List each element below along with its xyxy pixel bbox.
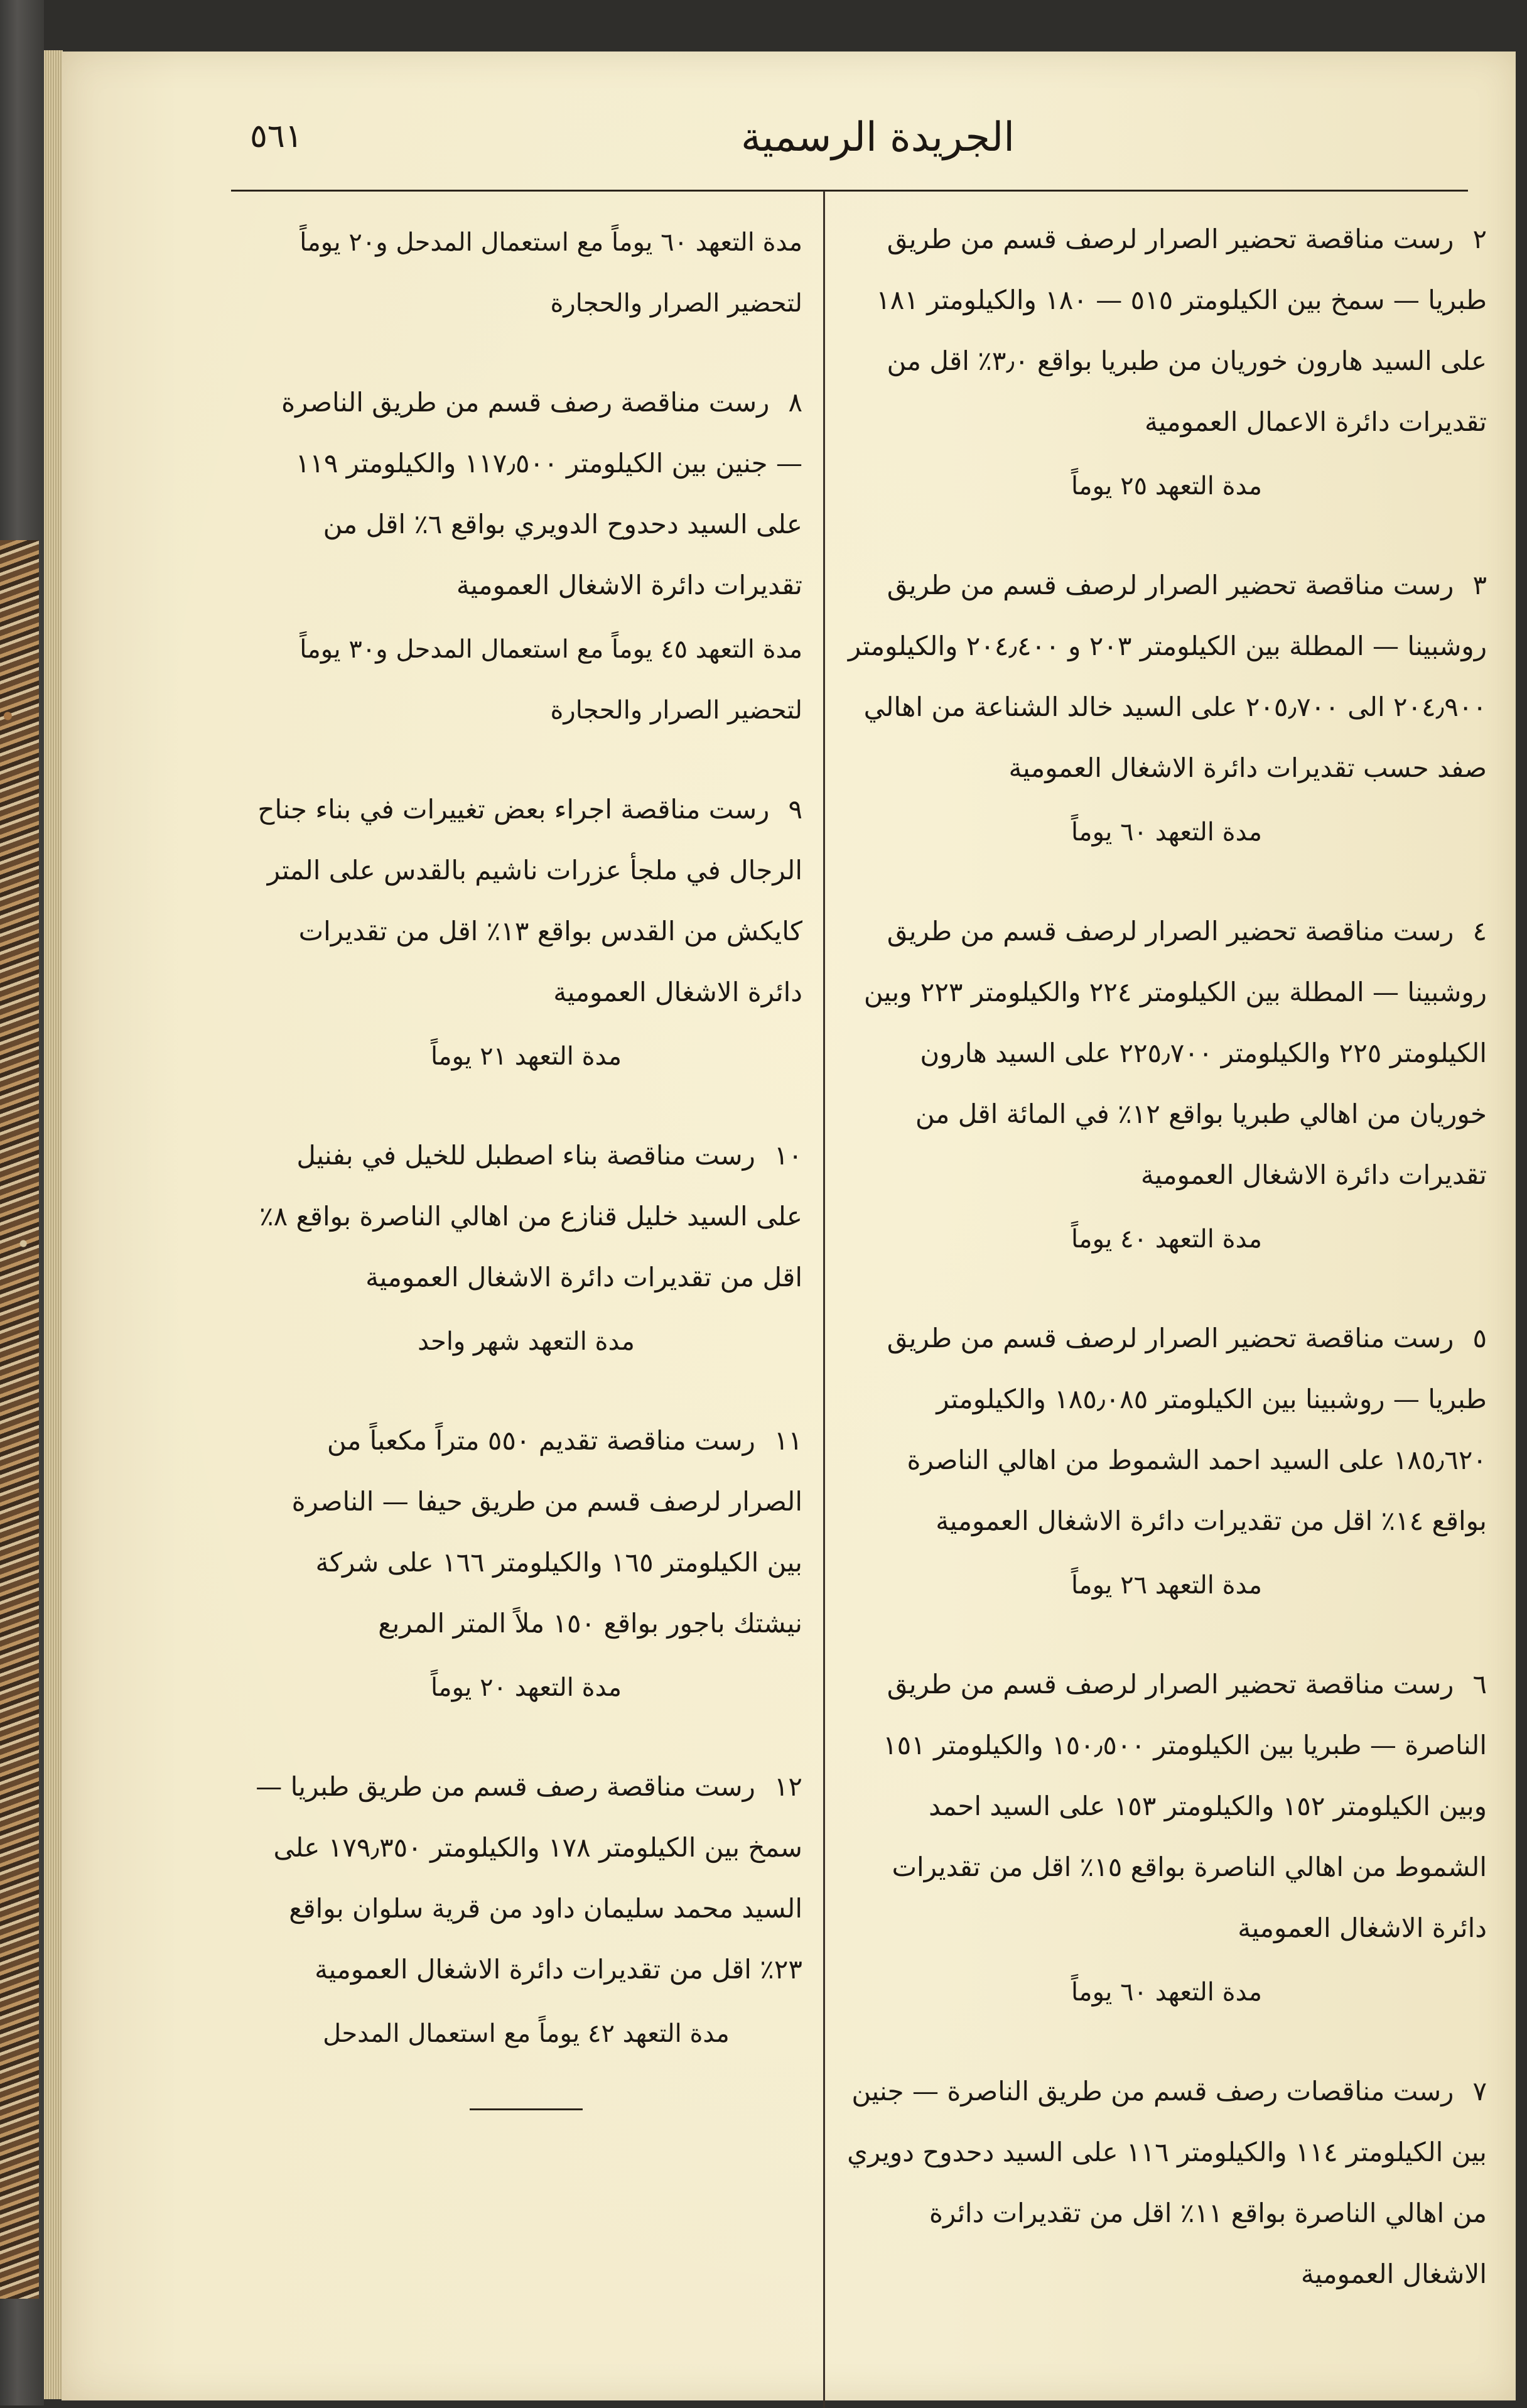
notice-duration: مدة التعهد ٤٢ يوماً مع استعمال المدحل bbox=[323, 2019, 730, 2048]
notice-duration: مدة التعهد ٢٦ يوماً bbox=[1071, 1571, 1262, 1600]
notice-item bbox=[250, 212, 802, 334]
notice-duration: مدة التعهد شهر واحد bbox=[418, 1327, 635, 1356]
notice-duration: مدة التعهد ٤٠ يوماً bbox=[1071, 1225, 1262, 1254]
right-column bbox=[846, 209, 1487, 2342]
page-edges bbox=[44, 50, 63, 2399]
notice-duration: مدة التعهد ٢٠ يوماً bbox=[430, 1673, 622, 1702]
end-rule bbox=[470, 2108, 583, 2110]
notice-duration: مدة التعهد ٢٥ يوماً bbox=[1071, 472, 1262, 501]
notice-number: ٩ bbox=[788, 794, 802, 825]
notice-item bbox=[250, 779, 802, 1087]
notice-duration: مدة التعهد ٦٠ يوماً bbox=[1071, 818, 1262, 847]
notice-item bbox=[846, 1308, 1487, 1616]
header-rule bbox=[231, 190, 1468, 192]
notice-number: ١٢ bbox=[774, 1771, 802, 1802]
notice-item bbox=[846, 1654, 1487, 2023]
notice-text: رست مناقصة بناء اصطبل للخيل في بفنيل على السيد خليل قنازع من اهالي الناصرة بواقع ٨٪ اقل من تقديرات دائرة الاشغال العمومية bbox=[259, 1140, 802, 1293]
notice-duration: مدة التعهد ٢١ يوماً bbox=[430, 1042, 622, 1071]
notice-item bbox=[250, 1756, 802, 2064]
notice-text: رست مناقصة رصف قسم من طريق الناصرة — جنين بين الكيلومتر ١١٧٫٥٠٠ والكيلومتر ١١٩ على السيد دحدوح الدويري بواقع ٦٪ اقل من تقديرات دائرة الاشغال العمومية bbox=[281, 387, 802, 600]
notice-text: رست مناقصة رصف قسم من طريق طبريا — سمخ بين الكيلومتر ١٧٨ والكيلومتر ١٧٩٫٣٥٠ على السيد محمد سليمان داود من قرية سلوان بواقع ٢٣٪ اقل من تقديرات دائرة الاشغال العمومية bbox=[256, 1771, 802, 1985]
notice-number: ٧ bbox=[1472, 2076, 1487, 2107]
notice-number: ٨ bbox=[788, 387, 802, 418]
notice-item bbox=[846, 2061, 1487, 2304]
notice-item bbox=[250, 1410, 802, 1718]
notice-item bbox=[846, 901, 1487, 1270]
notice-duration: مدة التعهد ٦٠ يوماً bbox=[1071, 1978, 1262, 2007]
notice-number: ٢ bbox=[1472, 224, 1487, 254]
notice-number: ٥ bbox=[1472, 1323, 1487, 1353]
notice-number: ٣ bbox=[1472, 570, 1487, 600]
notice-number: ١١ bbox=[774, 1425, 802, 1456]
notice-duration: مدة التعهد ٤٥ يوماً مع استعمال المدحل و٣٠ يوماً لتحضير الصرار والحجارة bbox=[299, 635, 802, 725]
notice-duration: مدة التعهد ٦٠ يوماً مع استعمال المدحل و٢٠ يوماً لتحضير الصرار والحجارة bbox=[299, 228, 802, 318]
page-number: ٥٦١ bbox=[250, 117, 303, 155]
notice-text: رست مناقصة تحضير الصرار لرصف قسم من طريق الناصرة — طبريا بين الكيلومتر ١٥٠٫٥٠٠ والكيلومتر ١٥١ وبين الكيلومتر ١٥٢ والكيلومتر ١٥٣ على السيد احمد الشموط من اهالي الناصرة بواقع ١٥٪ اقل من تقديرات دائرة الاشغال العمومية bbox=[883, 1669, 1487, 1943]
notice-number: ١٠ bbox=[774, 1140, 802, 1171]
notice-number: ٤ bbox=[1472, 916, 1487, 946]
column-divider bbox=[823, 191, 825, 2408]
page-title: الجريدة الرسمية bbox=[740, 114, 1015, 161]
notice-item bbox=[846, 209, 1487, 517]
notice-number: ٦ bbox=[1472, 1669, 1487, 1700]
notice-item bbox=[250, 372, 802, 741]
gazette-page bbox=[62, 52, 1516, 2400]
marbled-endpaper bbox=[0, 540, 39, 2299]
notice-text: رست مناقصة اجراء بعض تغييرات في بناء جناح الرجال في ملجأ عزرات ناشيم بالقدس على المتر كايكش من القدس بواقع ١٣٪ اقل من تقديرات دائرة الاشغال العمومية bbox=[257, 794, 802, 1007]
notice-text: رست مناقصات رصف قسم من طريق الناصرة — جنين بين الكيلومتر ١١٤ والكيلومتر ١١٦ على السيد دحدوح دويري من اهالي الناصرة بواقع ١١٪ اقل من تقديرات دائرة الاشغال العمومية bbox=[847, 2076, 1487, 2289]
notice-text: رست مناقصة تحضير الصرار لرصف قسم من طريق روشبينا — المطلة بين الكيلومتر ٢٠٣ و ٢٠٤٫٤٠٠ والكيلومتر ٢٠٤٫٩٠٠ الى ٢٠٥٫٧٠٠ على السيد خالد الشناعة من اهالي صفد حسب تقديرات دائرة الاشغال العمومية bbox=[848, 570, 1487, 783]
notice-text: رست مناقصة تحضير الصرار لرصف قسم من طريق طبريا — روشبينا بين الكيلومتر ١٨٥٫٠٨٥ والكيلومتر ١٨٥٫٦٢٠ على السيد احمد الشموط من اهالي الناصرة بواقع ١٤٪ اقل من تقديرات دائرة الاشغال العمومية bbox=[887, 1323, 1487, 1536]
left-column bbox=[250, 209, 802, 2110]
notice-text: رست مناقصة تقديم ٥٥٠ متراً مكعباً من الصرار لرصف قسم من طريق حيفا — الناصرة بين الكيلومتر ١٦٥ والكيلومتر ١٦٦ على شركة نيشتك باجور بواقع ١٥٠ ملاً المتر المربع bbox=[291, 1425, 802, 1639]
notice-item bbox=[250, 1125, 802, 1372]
notice-item bbox=[846, 555, 1487, 863]
notice-text: رست مناقصة تحضير الصرار لرصف قسم من طريق طبريا — سمخ بين الكيلومتر ٥١٥ — ١٨٠ والكيلومتر ١٨١ على السيد هارون خوريان من طبريا بواقع ٣٫٠٪ اقل من تقديرات دائرة الاعمال العمومية bbox=[876, 224, 1487, 437]
notice-text: رست مناقصة تحضير الصرار لرصف قسم من طريق روشبينا — المطلة بين الكيلومتر ٢٢٤ والكيلومتر ٢٢٣ وبين الكيلومتر ٢٢٥ والكيلومتر ٢٢٥٫٧٠٠ على السيد هارون خوريان من اهالي طبريا بواقع ١٢٪ في المائة اقل من تقديرات دائرة الاشغال العمومية bbox=[863, 916, 1487, 1190]
